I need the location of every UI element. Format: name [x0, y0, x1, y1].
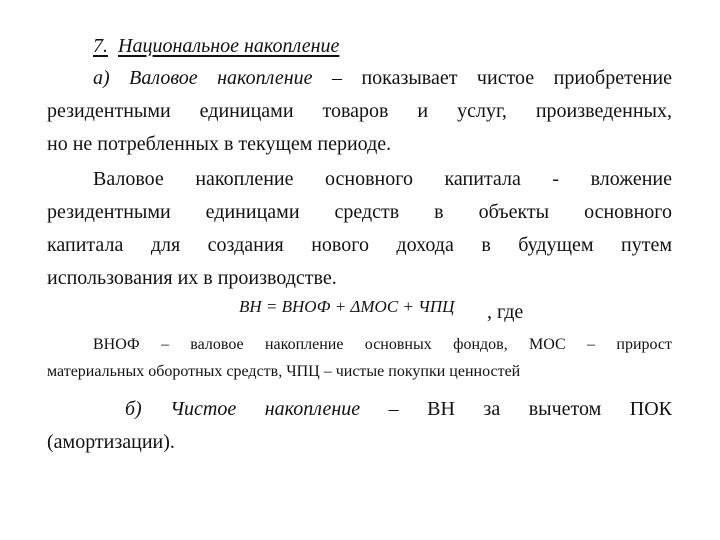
- formula-block: [47, 297, 672, 327]
- section-heading: [93, 30, 672, 62]
- paragraph-fixed-capital: [47, 163, 672, 295]
- formula-legend: [47, 331, 672, 385]
- document-page: [47, 30, 672, 459]
- term-net-accumulation: б) Чистое накопление: [125, 398, 361, 420]
- paragraph-line: [47, 393, 672, 426]
- section-title: Национальное накопление: [118, 35, 340, 57]
- paragraph-gross-accumulation: [47, 62, 672, 161]
- formula-expression: ВН = ВНОФ + ΔМОС + ЧПЦ: [239, 297, 455, 316]
- formula-suffix: , где: [487, 301, 524, 323]
- paragraph-net-accumulation: [47, 393, 672, 459]
- paragraph-line: резидентными единицами средств в объекты основного: [47, 201, 672, 223]
- paragraph-line: резидентными единицами товаров и услуг, произведенных,: [47, 100, 672, 122]
- definition-text: – показывает чистое приобретение: [312, 67, 672, 89]
- term-gross-accumulation: а) Валовое накопление: [93, 67, 313, 89]
- paragraph-line: Валовое накопление основного капитала - вложение: [93, 168, 672, 190]
- paragraph-line: капитала для создания нового дохода в будущем путем: [47, 234, 672, 256]
- definition-text: – ВН за вычетом ПОК: [360, 398, 673, 420]
- legend-line: материальных оборотных средств, ЧПЦ – чистые покупки ценностей: [47, 363, 521, 380]
- paragraph-line: но не потребленных в текущем периоде.: [47, 133, 392, 155]
- paragraph-line: (амортизации).: [47, 431, 175, 453]
- paragraph-line: [47, 62, 672, 95]
- section-number: 7.: [93, 35, 108, 57]
- paragraph-line: использования их в производстве.: [47, 267, 337, 289]
- legend-line: ВНОФ – валовое накопление основных фондов, МОС – прирост: [93, 336, 672, 353]
